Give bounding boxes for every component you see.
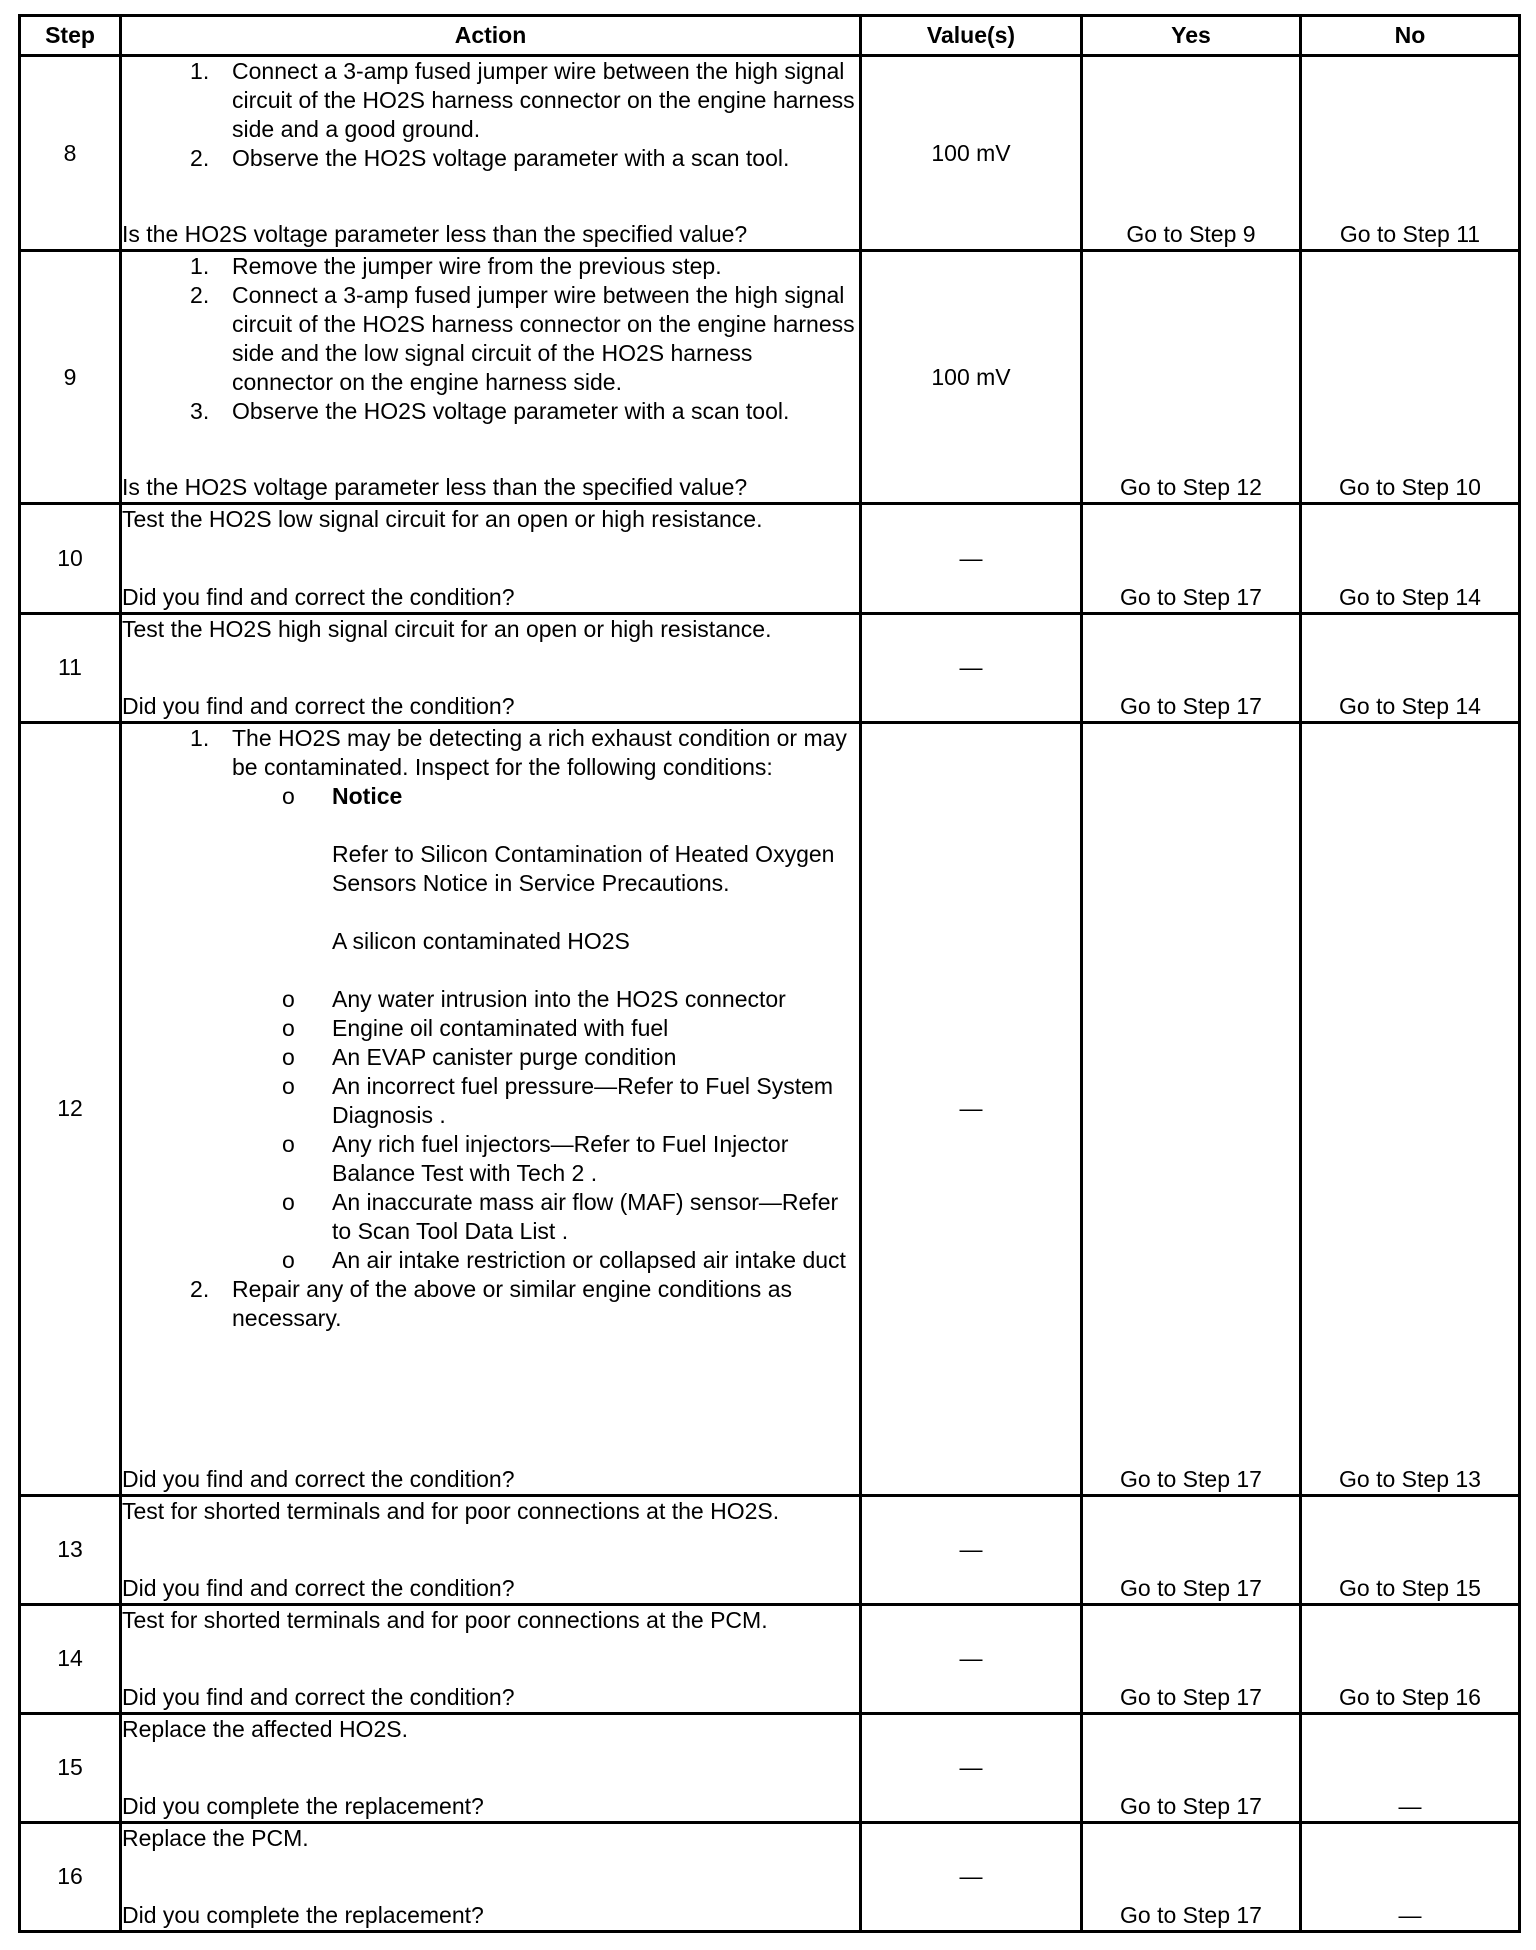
condition-item: o An inaccurate mass air flow (MAF) sensor—Refer to Scan Tool Data List . <box>332 1188 859 1246</box>
header-yes: Yes <box>1082 16 1301 56</box>
action-cell <box>121 1713 861 1822</box>
action-cell <box>121 722 861 1495</box>
yes-cell: Go to Step 17 <box>1082 722 1301 1495</box>
action-question: Did you find and correct the condition? <box>122 583 515 610</box>
value-cell: — <box>861 504 1082 613</box>
yes-cell: Go to Step 9 <box>1082 56 1301 251</box>
action-question: Is the HO2S voltage parameter less than the specified value? <box>122 474 748 501</box>
action-cell <box>121 56 861 251</box>
action-question: Did you find and correct the condition? <box>122 692 515 719</box>
action-question: Did you complete the replacement? <box>122 1902 484 1928</box>
notice-item-text: A silicon contaminated HO2S <box>332 927 630 954</box>
step-number: 13 <box>20 1495 121 1604</box>
action-question: Is the HO2S voltage parameter less than the specified value? <box>122 221 748 248</box>
no-cell: Go to Step 15 <box>1301 1495 1520 1604</box>
yes-cell: Go to Step 17 <box>1082 1713 1301 1822</box>
action-text: Replace the affected HO2S. <box>122 1715 408 1742</box>
notice-item <box>332 782 859 985</box>
action-text: Replace the PCM. <box>122 1824 309 1851</box>
action-step: 1. Connect a 3-amp fused jumper wire between the high signal circuit of the HO2S harness connector on the engine harness side and a good ground. <box>222 57 859 144</box>
no-cell: — <box>1301 1713 1520 1822</box>
table-row <box>20 1604 1520 1713</box>
header-row <box>20 16 1520 56</box>
condition-item: o Engine oil contaminated with fuel <box>332 1014 859 1043</box>
action-question: Did you complete the replacement? <box>122 1792 484 1819</box>
step-number: 9 <box>20 251 121 504</box>
step-number: 16 <box>20 1822 121 1931</box>
action-text: Test for shorted terminals and for poor connections at the PCM. <box>122 1606 768 1633</box>
table-row <box>20 251 1520 504</box>
header-values: Value(s) <box>861 16 1082 56</box>
no-cell: Go to Step 16 <box>1301 1604 1520 1713</box>
no-cell: Go to Step 13 <box>1301 722 1520 1495</box>
condition-list <box>232 782 859 1275</box>
action-step: 2. Repair any of the above or similar engine conditions as necessary. <box>222 1275 859 1333</box>
value-cell: — <box>861 1495 1082 1604</box>
yes-cell: Go to Step 17 <box>1082 1495 1301 1604</box>
action-step: 2. Connect a 3-amp fused jumper wire between the high signal circuit of the HO2S harness connector on the engine harness side and the low signal circuit of the HO2S harness connector on the engine harness side. <box>222 281 859 397</box>
step-number: 11 <box>20 613 121 722</box>
action-cell <box>121 504 861 613</box>
condition-item: o An air intake restriction or collapsed air intake duct <box>332 1246 859 1275</box>
no-cell: Go to Step 14 <box>1301 613 1520 722</box>
action-steps <box>122 57 859 173</box>
table-row <box>20 56 1520 251</box>
notice-text: Refer to Silicon Contamination of Heated Oxygen Sensors Notice in Service Precautions. <box>332 840 835 896</box>
action-text: Test the HO2S high signal circuit for an open or high resistance. <box>122 615 772 642</box>
action-question: Did you find and correct the condition? <box>122 1465 515 1492</box>
no-cell: Go to Step 11 <box>1301 56 1520 251</box>
action-step-text: The HO2S may be detecting a rich exhaust condition or may be contaminated. Inspect for the following conditions: <box>232 724 847 780</box>
action-question: Did you find and correct the condition? <box>122 1683 515 1710</box>
value-cell: — <box>861 1604 1082 1713</box>
table-row <box>20 613 1520 722</box>
table-row <box>20 504 1520 613</box>
step-number: 12 <box>20 722 121 1495</box>
table-row <box>20 1495 1520 1604</box>
value-cell: 100 mV <box>861 251 1082 504</box>
step-number: 8 <box>20 56 121 251</box>
step-number: 15 <box>20 1713 121 1822</box>
action-cell <box>121 1604 861 1713</box>
action-text: Test for shorted terminals and for poor connections at the HO2S. <box>122 1497 780 1524</box>
no-cell: — <box>1301 1822 1520 1931</box>
action-question: Did you find and correct the condition? <box>122 1574 515 1601</box>
value-cell: — <box>861 722 1082 1495</box>
diagnostic-table <box>18 14 1521 1933</box>
value-cell: 100 mV <box>861 56 1082 251</box>
yes-cell: Go to Step 12 <box>1082 251 1301 504</box>
notice-title: o Notice <box>332 782 403 809</box>
step-number: 10 <box>20 504 121 613</box>
yes-cell: Go to Step 17 <box>1082 1604 1301 1713</box>
value-cell: — <box>861 1713 1082 1822</box>
condition-item: o Any water intrusion into the HO2S connector <box>332 985 859 1014</box>
action-cell <box>121 1495 861 1604</box>
action-step: 1. Remove the jumper wire from the previous step. <box>222 252 859 281</box>
action-step <box>222 724 859 1275</box>
header-no: No <box>1301 16 1520 56</box>
yes-cell: Go to Step 17 <box>1082 613 1301 722</box>
step-number: 14 <box>20 1604 121 1713</box>
table-row <box>20 1713 1520 1822</box>
yes-cell: Go to Step 17 <box>1082 1822 1301 1931</box>
yes-cell: Go to Step 17 <box>1082 504 1301 613</box>
condition-item: o An EVAP canister purge condition <box>332 1043 859 1072</box>
no-cell: Go to Step 10 <box>1301 251 1520 504</box>
header-step: Step <box>20 16 121 56</box>
value-cell: — <box>861 1822 1082 1931</box>
action-cell <box>121 251 861 504</box>
action-cell <box>121 613 861 722</box>
condition-item: o An incorrect fuel pressure—Refer to Fuel System Diagnosis . <box>332 1072 859 1130</box>
table-row <box>20 1822 1520 1931</box>
no-cell: Go to Step 14 <box>1301 504 1520 613</box>
condition-item: o Any rich fuel injectors—Refer to Fuel Injector Balance Test with Tech 2 . <box>332 1130 859 1188</box>
header-action: Action <box>121 16 861 56</box>
action-step: 2. Observe the HO2S voltage parameter with a scan tool. <box>222 144 859 173</box>
value-cell: — <box>861 613 1082 722</box>
action-steps <box>122 252 859 426</box>
action-steps <box>122 724 859 1333</box>
action-cell <box>121 1822 861 1931</box>
action-text: Test the HO2S low signal circuit for an open or high resistance. <box>122 506 763 533</box>
table-row <box>20 722 1520 1495</box>
action-step: 3. Observe the HO2S voltage parameter with a scan tool. <box>222 397 859 426</box>
